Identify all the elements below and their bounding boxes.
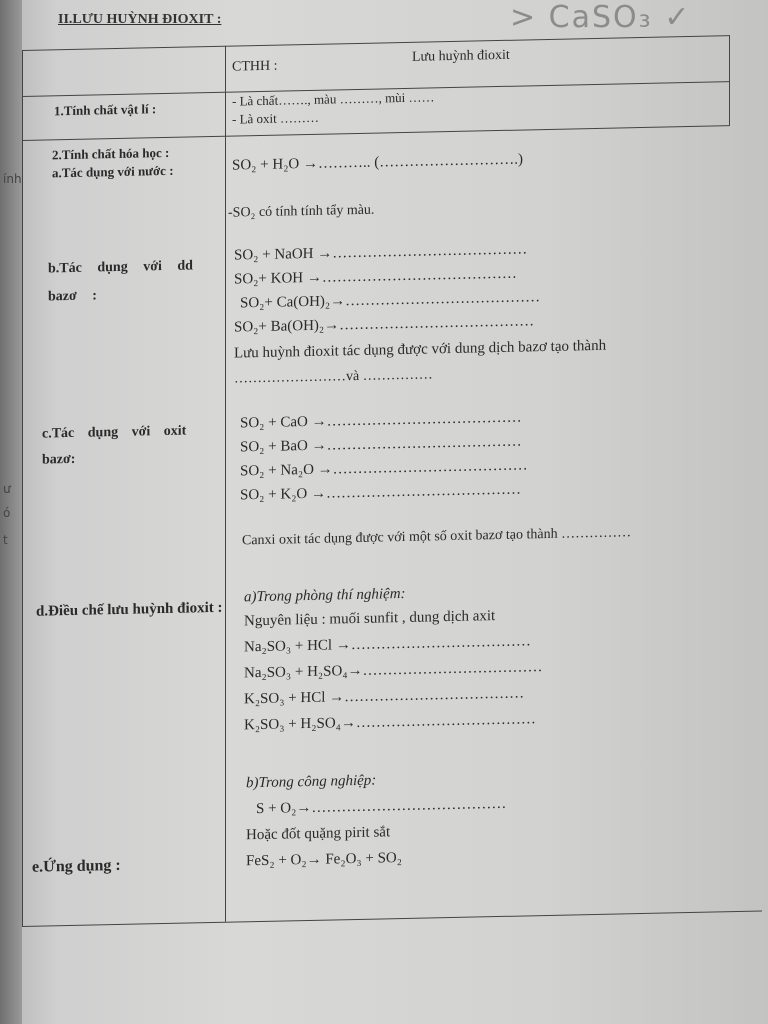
handwritten-note: > CaSO₃ ✓ bbox=[510, 0, 692, 35]
chemical-label: 2.Tính chất hóa học : bbox=[52, 144, 170, 163]
base-note-blanks: ……………………và …………… bbox=[234, 367, 433, 387]
table-border-right bbox=[729, 35, 730, 125]
equation: SO₂ + CaO →………………………………… bbox=[240, 409, 522, 432]
industry-method-title: b)Trong công nghiệp: bbox=[246, 772, 377, 792]
equation: S + O₂→………………………………… bbox=[256, 795, 507, 818]
column-divider bbox=[225, 46, 226, 922]
equation: SO₂ + K₂O →………………………………… bbox=[240, 481, 522, 504]
preparation-label: d.Điều chế lưu huỳnh đioxit : bbox=[36, 599, 223, 620]
equation: FeS₂ + O₂→ Fe₂O₃ + SO₂ bbox=[246, 850, 402, 870]
equation: Na₂SO₃ + HCl →……………………………… bbox=[244, 633, 531, 656]
equation: K₂SO₃ + H₂SO₄→……………………………… bbox=[244, 711, 536, 734]
basic-oxide-label: c.Tác dụng với oxit bazơ: bbox=[42, 423, 187, 468]
base-solution-label: b.Tác dụng với dd bazơ : bbox=[48, 258, 193, 305]
equation: SO₂+ KOH →………………………………… bbox=[234, 265, 517, 288]
physical-line: - Là oxit ……… bbox=[232, 109, 320, 127]
margin-mark: ó bbox=[3, 506, 11, 520]
property-table bbox=[22, 35, 730, 930]
row-divider bbox=[22, 125, 730, 141]
base-note: Lưu huỳnh đioxit tác dụng được với dung dịch bazơ tạo thành bbox=[234, 337, 607, 362]
equation: Na₂SO₃ + H₂SO₄→……………………………… bbox=[244, 659, 543, 682]
margin-mark: ư bbox=[3, 482, 11, 496]
usage-label: e.Ứng dụng : bbox=[32, 856, 121, 876]
cao-note: Canxi oxit tác dụng được với một số oxit bazơ tạo thành …………… bbox=[242, 525, 632, 549]
header-substance: Lưu huỳnh đioxit bbox=[412, 47, 510, 65]
margin-mark: t bbox=[3, 533, 8, 547]
physical-label: 1.Tính chất vật lí : bbox=[54, 101, 157, 119]
water-equation: SO₂ + H₂O →……….. (……………………….) bbox=[232, 151, 523, 174]
equation: SO₂ + NaOH →………………………………… bbox=[234, 241, 528, 264]
pyrite-note: Hoặc đốt quặng pirit sắt bbox=[246, 824, 391, 844]
equation: SO₂+ Ba(OH)₂→………………………………… bbox=[234, 313, 535, 336]
lab-materials: Nguyên liệu : muối sunfit , dung dịch axit bbox=[244, 608, 496, 630]
lab-method-title: a)Trong phòng thí nghiệm: bbox=[244, 585, 406, 606]
equation: SO₂ + BaO →………………………………… bbox=[240, 433, 522, 456]
physical-line: - Là chất……., màu ………, mùi …… bbox=[232, 89, 435, 109]
table-border-left bbox=[22, 50, 23, 926]
section-title: II.LƯU HUỲNH ĐIOXIT : bbox=[58, 12, 222, 27]
equation: SO₂ + Na₂O →………………………………… bbox=[240, 457, 528, 480]
equation: SO₂+ Ca(OH)₂→………………………………… bbox=[240, 289, 541, 312]
margin-mark: ính bbox=[3, 172, 22, 186]
header-cthh: CTHH : bbox=[232, 58, 278, 75]
equation: K₂SO₃ + HCl →……………………………… bbox=[244, 685, 525, 708]
bleaching-note: -SO₂ có tính tính tẩy màu. bbox=[228, 202, 375, 221]
water-reaction-label: a.Tác dụng với nước : bbox=[52, 162, 174, 181]
